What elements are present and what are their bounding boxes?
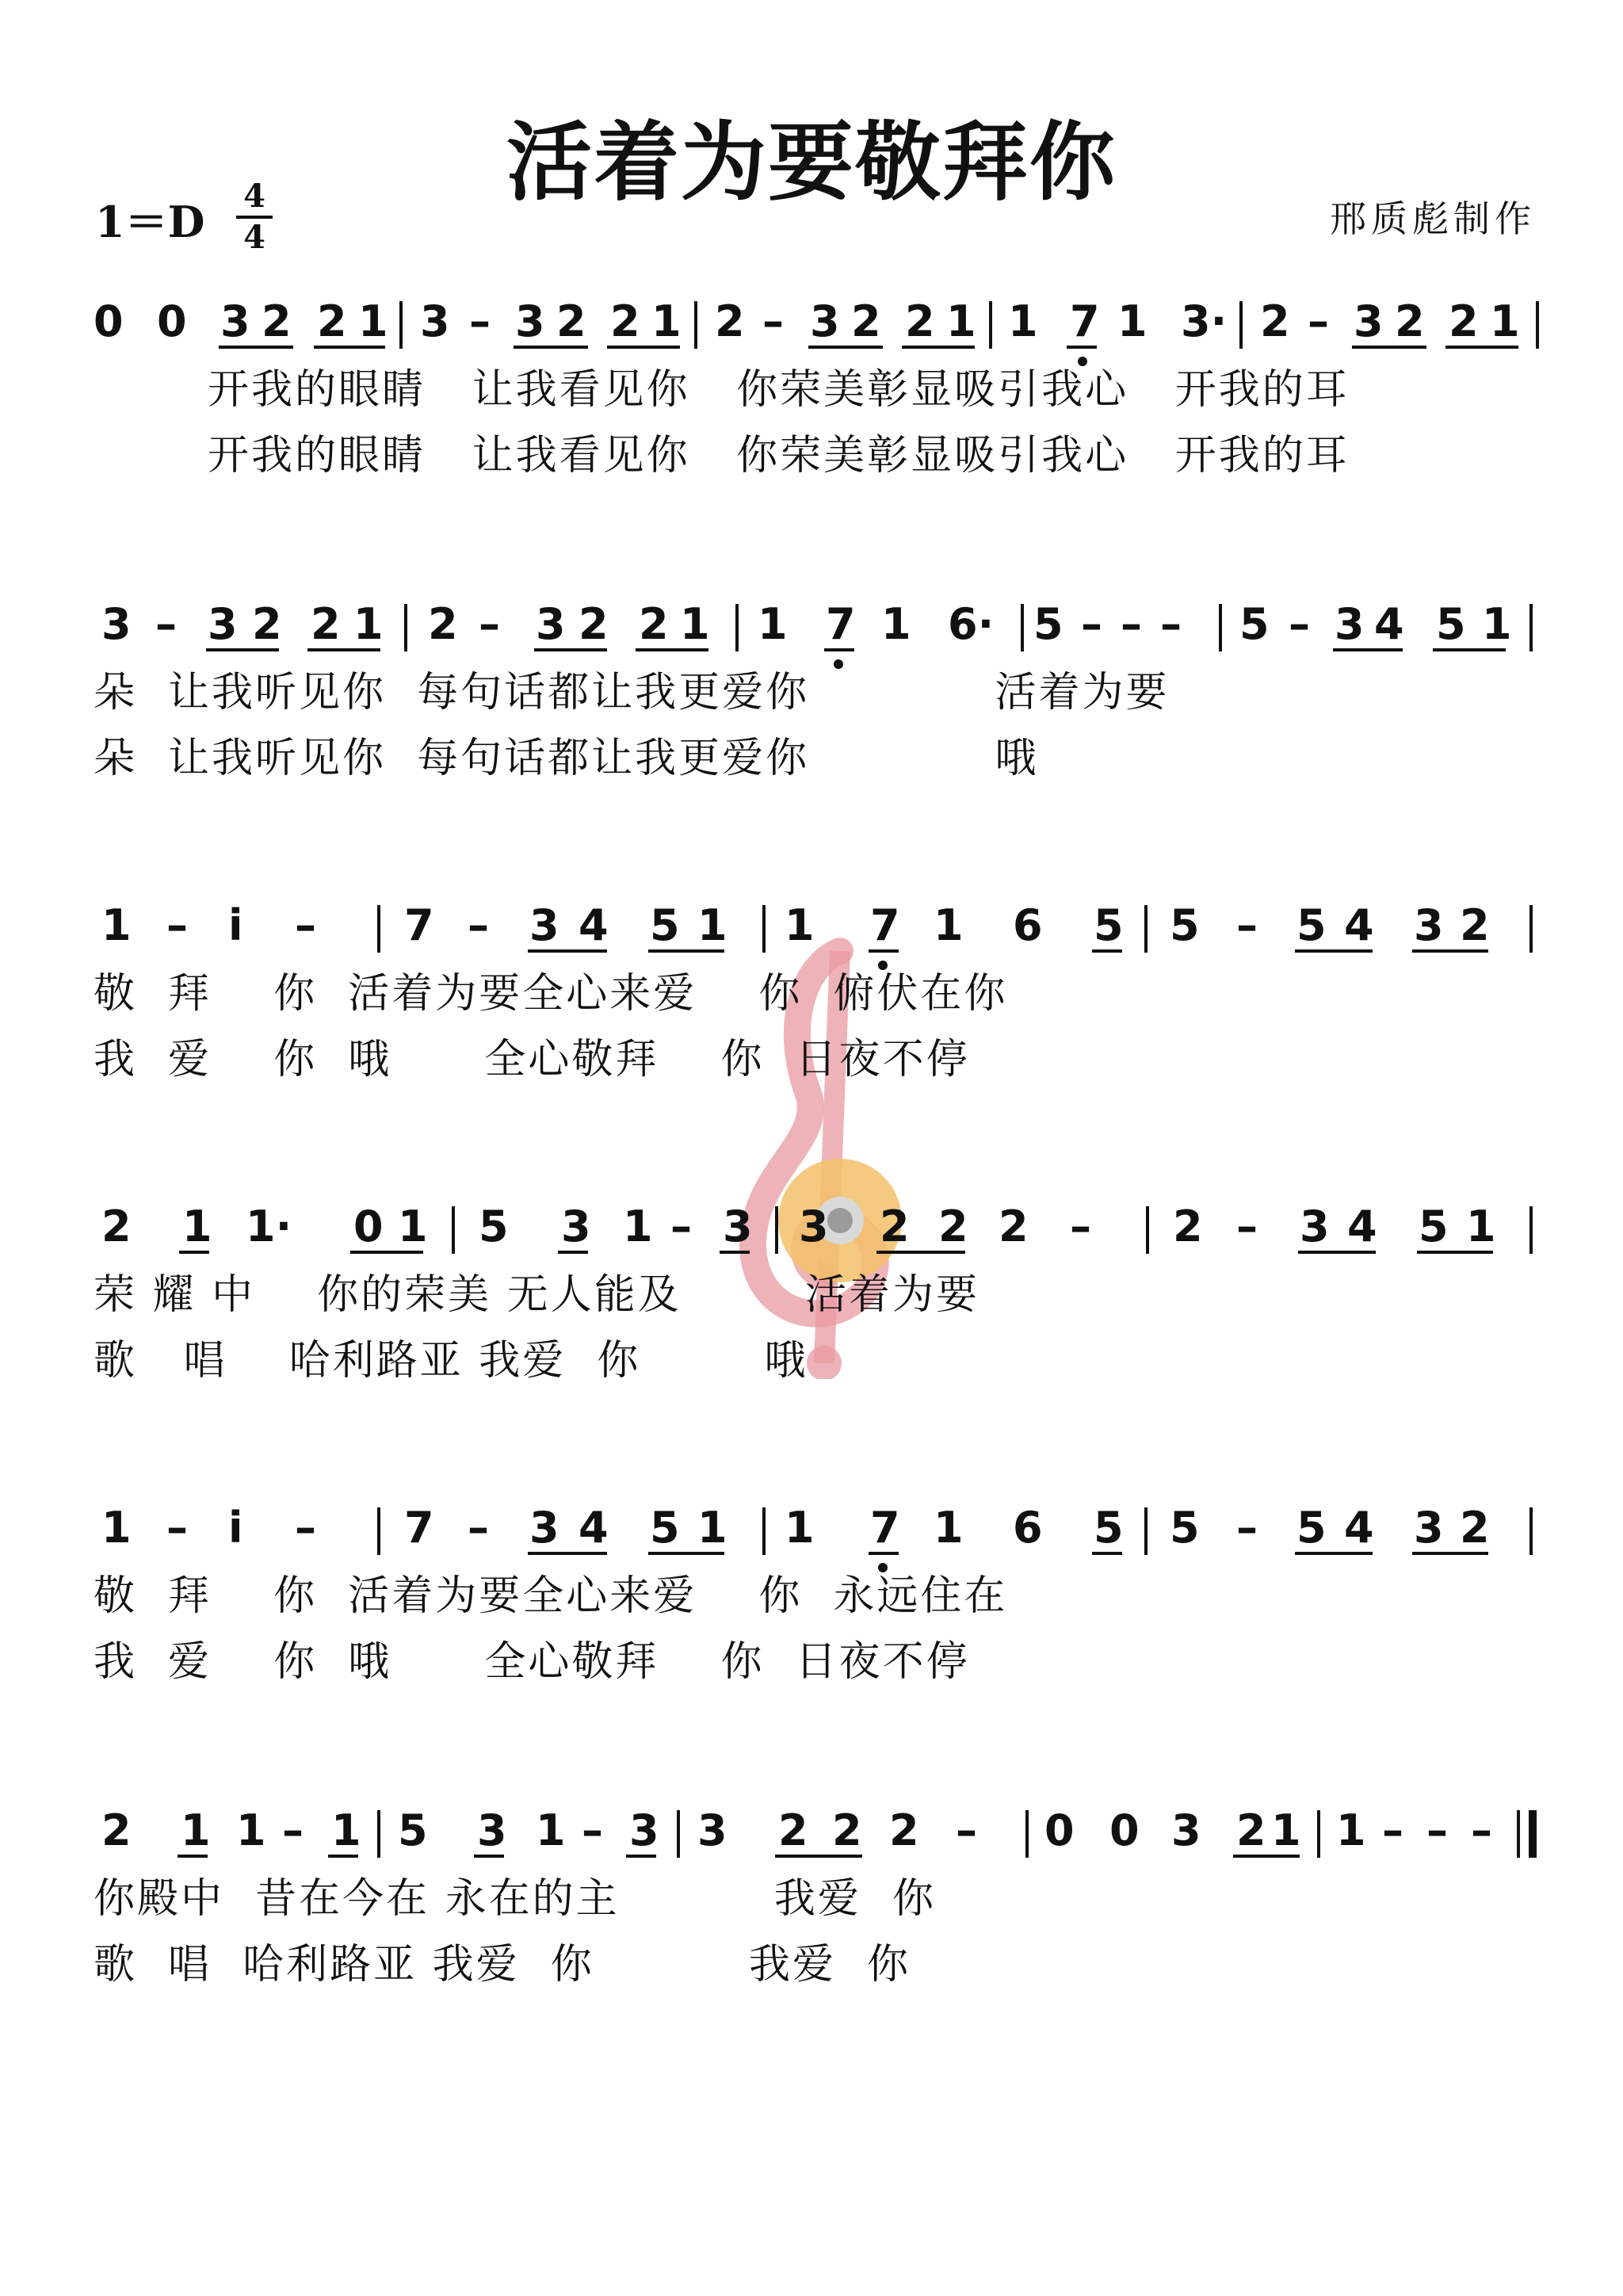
- note: 2: [1395, 301, 1425, 346]
- note: –: [155, 604, 177, 649]
- note: –: [1426, 1810, 1448, 1855]
- note: 2: [311, 604, 341, 649]
- note: 5: [1436, 604, 1466, 649]
- note: 6: [1013, 1507, 1043, 1553]
- note: 4: [579, 1507, 609, 1553]
- note: 2: [832, 1810, 862, 1855]
- note: 1: [697, 1507, 727, 1553]
- note: 1: [353, 604, 384, 649]
- note: 2: [851, 301, 881, 346]
- note: –: [479, 604, 500, 649]
- note: 1: [785, 905, 815, 950]
- note: 3: [629, 1810, 659, 1855]
- note: 0: [1044, 1810, 1075, 1855]
- note: 1: [1336, 1810, 1366, 1855]
- note: 3: [1171, 1810, 1201, 1855]
- note: 3: [723, 1206, 753, 1251]
- note: –: [1236, 1507, 1258, 1553]
- note: 1: [181, 1810, 211, 1855]
- note: 1·: [246, 1206, 292, 1251]
- lyrics-line-1: 敬 拜 你 活着为要全心来爱 你 永远住在: [94, 1572, 1008, 1620]
- note: 0: [353, 1206, 384, 1251]
- staff-system-4: [0, 1206, 1623, 1460]
- note: 6·: [948, 604, 995, 649]
- staff-system-3: [0, 905, 1623, 1159]
- note: 4: [1374, 604, 1404, 649]
- note: 5: [1296, 905, 1327, 950]
- note: 2: [579, 604, 609, 649]
- note: –: [166, 905, 188, 950]
- key-signature: 1＝D: [95, 197, 205, 247]
- note: 1: [236, 1810, 266, 1855]
- note: 7: [870, 1507, 900, 1553]
- note: –: [1160, 604, 1182, 649]
- note: 4: [1347, 1206, 1377, 1251]
- note: 1: [1008, 301, 1038, 346]
- note: 1: [331, 1810, 361, 1855]
- note: 1: [934, 905, 964, 950]
- note: 5: [479, 1206, 509, 1251]
- lyrics-line-2: 歌 唱 哈利路亚 我爱 你 哦: [94, 1337, 808, 1385]
- lyrics-line-1: 敬 拜 你 活着为要全心来爱 你 俯伏在你: [94, 970, 1008, 1018]
- note: 3: [697, 1810, 727, 1855]
- lyrics-line-2: 我 爱 你 哦 全心敬拜 你 日夜不停: [94, 1638, 970, 1686]
- note: 3: [1300, 1206, 1330, 1251]
- note: 1: [536, 1810, 566, 1855]
- note: 1: [398, 1206, 428, 1251]
- note: i: [228, 1507, 243, 1553]
- lyrics-line-1: 朵 让我听见你 每句话都让我更爱你 活着为要: [94, 669, 1170, 716]
- note: 1: [697, 905, 727, 950]
- note: 2: [905, 301, 935, 346]
- staff-system-5: [0, 1507, 1623, 1761]
- note: –: [582, 1810, 603, 1855]
- note: 2: [252, 604, 282, 649]
- note: 5: [1094, 1507, 1124, 1553]
- note: 0: [157, 301, 187, 346]
- author-credit: 邢质彪制作: [1330, 197, 1536, 240]
- note: 2: [101, 1810, 132, 1855]
- note: –: [468, 1507, 489, 1553]
- note: 3: [810, 301, 840, 346]
- note: 5: [1419, 1206, 1449, 1251]
- note: 2: [889, 1810, 919, 1855]
- note: –: [1081, 604, 1102, 649]
- note: i: [228, 905, 243, 950]
- note: 2: [317, 301, 347, 346]
- note: –: [670, 1206, 692, 1251]
- note: 3: [515, 301, 545, 346]
- staff-system-1: [0, 301, 1623, 555]
- note: 2: [610, 301, 640, 346]
- note: 7: [870, 905, 900, 950]
- note: 1: [946, 301, 976, 346]
- note: 1: [758, 604, 788, 649]
- note: 5: [1239, 604, 1270, 649]
- note: 3: [1335, 604, 1365, 649]
- note: 7: [404, 905, 434, 950]
- note: 2: [999, 1206, 1029, 1251]
- note: 7: [1070, 301, 1100, 346]
- note: –: [956, 1810, 977, 1855]
- note: 1: [182, 1206, 212, 1251]
- note: 4: [1344, 1507, 1374, 1553]
- lyrics-line-2: 歌 唱 哈利路亚 我爱 你 我爱 你: [94, 1941, 911, 1988]
- time-signature-bottom: 4: [243, 219, 265, 256]
- note: 5: [650, 905, 680, 950]
- note: 2: [715, 301, 745, 346]
- lyrics-line-1: 你殿中 昔在今在 永在的主 我爱 你: [94, 1875, 936, 1923]
- note: –: [1236, 1206, 1258, 1251]
- note: 7: [826, 604, 856, 649]
- note: 5: [650, 1507, 680, 1553]
- note: 2: [880, 1206, 910, 1251]
- song-title: 活着为要敬拜你: [506, 113, 1117, 212]
- note: 3: [208, 604, 238, 649]
- note: 5: [1170, 905, 1200, 950]
- lyrics-line-2: 我 爱 你 哦 全心敬拜 你 日夜不停: [94, 1036, 970, 1083]
- staff-system-6: [0, 1810, 1623, 2064]
- note: 1: [101, 1507, 132, 1553]
- lyrics-line-1: 荣 耀 中 你的荣美 无人能及 活着为要: [94, 1271, 980, 1319]
- note: 3: [799, 1206, 829, 1251]
- note: 1: [651, 301, 682, 346]
- note: 1: [881, 604, 911, 649]
- note: 2: [1449, 301, 1479, 346]
- note: 3: [536, 604, 566, 649]
- note: 2: [1236, 1810, 1266, 1855]
- note: 3: [477, 1810, 507, 1855]
- note: 1: [1466, 1206, 1496, 1251]
- lyrics-line-1: 开我的眼睛 让我看见你 你荣美彰显吸引我心 开我的耳: [208, 366, 1350, 414]
- note: 4: [1344, 905, 1374, 950]
- note: 3: [220, 301, 250, 346]
- note: 2: [262, 301, 292, 346]
- note: 2: [1460, 905, 1490, 950]
- note: 5: [1170, 1507, 1200, 1553]
- note: 0: [94, 301, 124, 346]
- note: –: [1070, 1206, 1091, 1251]
- note: 3: [101, 604, 132, 649]
- note: 1: [1117, 301, 1148, 346]
- note: 2: [1460, 1507, 1490, 1553]
- note: 3: [420, 301, 450, 346]
- note: 2: [1173, 1206, 1203, 1251]
- note: 3: [1414, 1507, 1444, 1553]
- note: –: [1236, 905, 1258, 950]
- note: –: [1471, 1810, 1492, 1855]
- note: 1: [1271, 1810, 1301, 1855]
- time-signature: [235, 178, 274, 256]
- note: 5: [1033, 604, 1064, 649]
- note: 7: [404, 1507, 434, 1553]
- lyrics-line-2: 朵 让我听见你 每句话都让我更爱你 哦: [94, 735, 1039, 782]
- note: 1: [1482, 604, 1512, 649]
- note: 2: [556, 301, 586, 346]
- notes-row: [94, 301, 1520, 346]
- note: 5: [1296, 1507, 1327, 1553]
- note: –: [295, 1507, 316, 1553]
- note: 4: [579, 905, 609, 950]
- note: 2: [639, 604, 669, 649]
- note: 3: [1354, 301, 1384, 346]
- note: 1: [1490, 301, 1520, 346]
- note: –: [282, 1810, 304, 1855]
- note: 3: [529, 905, 559, 950]
- note: 2: [778, 1810, 808, 1855]
- note: 1: [358, 301, 388, 346]
- note: 1: [101, 905, 132, 950]
- note: 3: [1414, 905, 1444, 950]
- note: 2: [428, 604, 458, 649]
- note: 2: [1260, 301, 1290, 346]
- note: 1: [623, 1206, 653, 1251]
- note: 1: [934, 1507, 964, 1553]
- lyrics-line-2: 开我的眼睛 让我看见你 你荣美彰显吸引我心 开我的耳: [208, 432, 1350, 479]
- note: 2: [938, 1206, 968, 1251]
- note: 3·: [1181, 301, 1228, 346]
- note: 6: [1013, 905, 1043, 950]
- note: –: [469, 301, 491, 346]
- note: 3: [529, 1507, 559, 1553]
- note: 0: [1109, 1810, 1140, 1855]
- note: 2: [101, 1206, 132, 1251]
- note: –: [1382, 1810, 1403, 1855]
- note: –: [1308, 301, 1329, 346]
- note: 5: [1094, 905, 1124, 950]
- note: –: [468, 905, 489, 950]
- note: –: [762, 301, 784, 346]
- note: –: [295, 905, 316, 950]
- note: –: [166, 1507, 188, 1553]
- note: 3: [561, 1206, 591, 1251]
- note: –: [1289, 604, 1310, 649]
- note: –: [1121, 604, 1142, 649]
- note: 1: [785, 1507, 815, 1553]
- note: 1: [680, 604, 710, 649]
- staff-system-2: [0, 604, 1623, 858]
- note: 5: [398, 1810, 428, 1855]
- time-signature-top: 4: [243, 178, 265, 215]
